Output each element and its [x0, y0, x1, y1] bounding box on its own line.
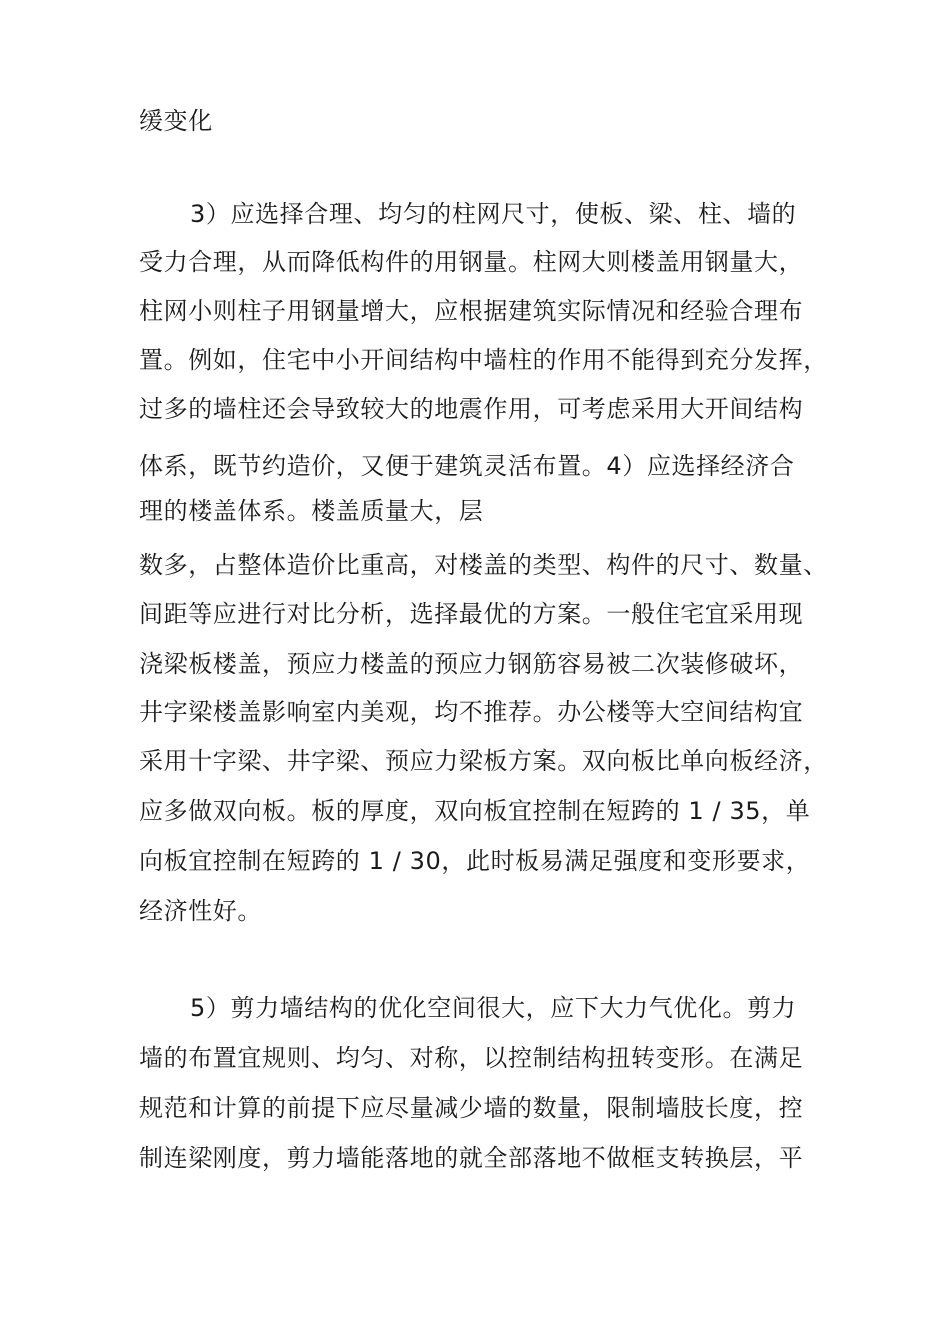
text-line: 体系，既节约造价，又便于建筑灵活布置。4）应选择经济合 — [139, 452, 795, 480]
text-line: 间距等应进行对比分析，选择最优的方案。一般住宅宜采用现 — [139, 600, 804, 628]
text-line: 制连梁刚度，剪力墙能落地的就全部落地不做框支转换层，平 — [139, 1144, 804, 1172]
text-line: 规范和计算的前提下应尽量减少墙的数量，限制墙肢长度，控 — [139, 1094, 804, 1122]
text-line: 柱网小则柱子用钢量增大，应根据建筑实际情况和经验合理布 — [139, 297, 804, 325]
text-line: 经济性好。 — [139, 897, 262, 925]
text-line: 受力合理，从而降低构件的用钢量。柱网大则楼盖用钢量大， — [139, 248, 804, 276]
text-line: 向板宜控制在短跨的 1 / 30，此时板易满足强度和变形要求， — [139, 847, 811, 875]
text-line: 置。例如，住宅中小开间结构中墙柱的作用不能得到充分发挥， — [139, 346, 828, 374]
text-line: 5）剪力墙结构的优化空间很大，应下大力气优化。剪力 — [190, 994, 797, 1022]
text-line: 理的楼盖体系。楼盖质量大，层 — [139, 497, 484, 525]
text-line: 缓变化 — [139, 107, 213, 135]
text-line: 3）应选择合理、均匀的柱网尺寸，使板、梁、柱、墙的 — [190, 200, 797, 228]
text-line: 墙的布置宜规则、均匀、对称，以控制结构扭转变形。在满足 — [139, 1044, 804, 1072]
text-line: 井字梁楼盖影响室内美观，均不推荐。办公楼等大空间结构宜 — [139, 698, 804, 726]
text-line: 浇梁板楼盖，预应力楼盖的预应力钢筋容易被二次装修破坏， — [139, 650, 804, 678]
text-line: 应多做双向板。板的厚度，双向板宜控制在短跨的 1 / 35，单 — [139, 797, 811, 825]
text-line: 采用十字梁、井字梁、预应力梁板方案。双向板比单向板经济， — [139, 747, 828, 775]
text-line: 数多，占整体造价比重高，对楼盖的类型、构件的尺寸、数量、 — [139, 551, 828, 579]
text-line: 过多的墙柱还会导致较大的地震作用，可考虑采用大开间结构 — [139, 395, 804, 423]
